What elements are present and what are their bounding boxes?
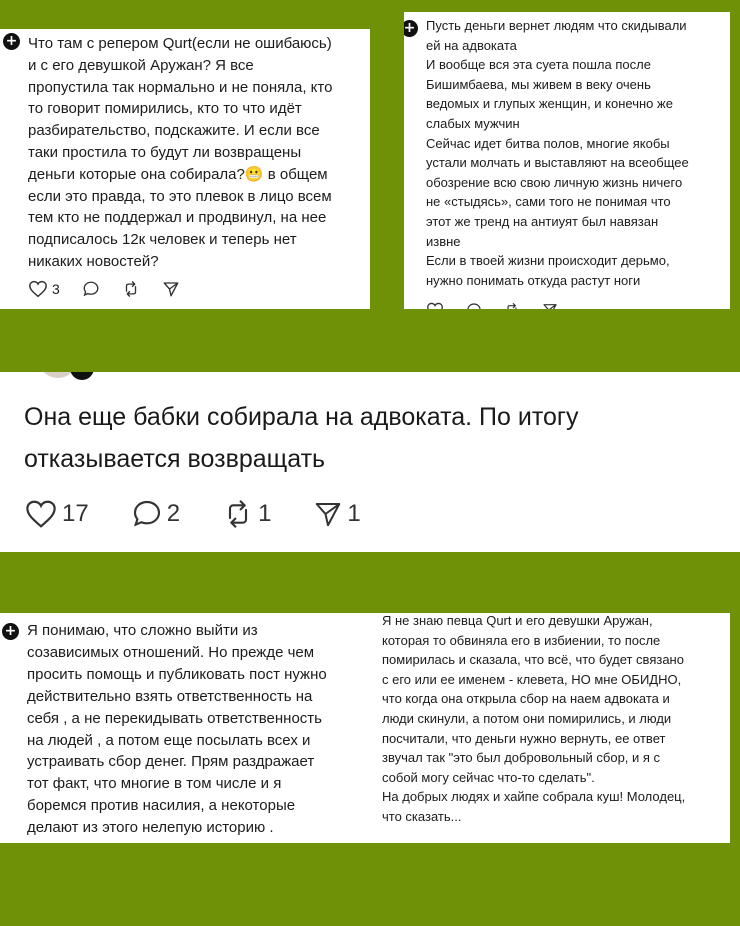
repost-icon (222, 498, 254, 530)
like-count: 17 (62, 500, 89, 527)
heart-icon (24, 499, 58, 529)
plus-icon[interactable] (70, 372, 94, 380)
like-button[interactable] (24, 499, 89, 529)
repost-icon (122, 280, 140, 298)
comment-card-2 (404, 12, 730, 309)
repost-button[interactable] (122, 280, 140, 298)
plus-icon[interactable]: + (3, 33, 20, 50)
heart-icon (426, 302, 444, 309)
comment-text: Я не знаю певца Qurt и его девушки Аружан, которая то обвиняла его в избиении, то после помирилась и сказала, что всё, что будет связано с его или ее именем - клевета, НО мне ОБИДНО, что когда она открыла сбор на наем адвоката и люди скинули, а потом они помирились, и люди посчитали, что деньги нужно вернуть, ее ответ звучал так "это был добровольный сбор, и я с собой могу сейчас что-то сделать". На добрых людях и хайпе собрала куш! Молодец, что сказать... (382, 613, 686, 824)
heart-icon (28, 280, 48, 298)
reply-button[interactable] (466, 302, 482, 309)
comment-card-3 (0, 613, 372, 843)
comment-text: Что там с репером Qurt(если не ошибаюсь) и с его девушкой Аружан? Я все пропустила так нормально и не поняла, кто то говорит помирились, кто то что идёт разбирательство, подскажите. И если все таки простила то будут ли возвращены деньги которые она собирала?😬 в общем если это правда, то это плевок в лицо всем тем кто не поддержал и продвинул, на нее подписалось 12к человек и теперь нет никаких новостей? (28, 35, 333, 270)
share-button[interactable] (313, 499, 360, 529)
paper-plane-icon (313, 499, 343, 529)
reply-count: 2 (166, 500, 181, 527)
comment-card-4 (372, 613, 730, 843)
main-post (0, 372, 740, 552)
speech-bubble-icon (466, 302, 482, 309)
paper-plane-icon (162, 280, 180, 298)
paper-plane-icon (542, 302, 558, 309)
post-actions (24, 498, 383, 530)
comment-text: Я понимаю, что сложно выйти из созависимых отношений. Но прежде чем просить помощь и публиковать пост нужно действительно взять ответственность на себя , а не перекидывать ответственность на людей , а потом еще посылать всех и устраивать сбор денег. Прям раздражает тот факт, что многие в том числе и я боремся против насилия, а некоторые делают из этого нелепую историю . (27, 622, 327, 837)
plus-icon[interactable]: + (2, 623, 19, 640)
avatar[interactable] (38, 372, 96, 382)
like-button[interactable] (28, 280, 60, 298)
comment-card-1 (0, 29, 370, 309)
repost-button[interactable] (222, 498, 271, 530)
comment-actions (426, 302, 580, 309)
comment-text: Пусть деньги вернет людям что скидывали ей на адвоката И вообще вся эта суета пошла после Бишимбаева, мы живем в веку очень ведомых и глупых женщин, и конечно же слабых мужчин Сейчас идет битва полов, многие якобы устали молчать и выставляют на всеобщее обозрение всю свою личную жизнь ничего не «стыдясь», сами того не понимая что этот же тренд на антиуят был навязан извне Если в твоей жизни происходит дерьмо, нужно понимать откуда растут ноги (426, 18, 689, 288)
speech-bubble-icon (82, 280, 100, 298)
speech-bubble-icon (131, 498, 163, 530)
share-count: 1 (347, 500, 361, 527)
reply-button[interactable] (82, 280, 100, 298)
share-button[interactable] (162, 280, 180, 298)
repost-count: 1 (258, 500, 272, 527)
post-text: Она еще бабки собирала на адвоката. По итогу отказывается возвращать (24, 403, 579, 473)
share-button[interactable] (542, 302, 558, 309)
reply-button[interactable] (131, 498, 180, 530)
like-button[interactable] (426, 302, 444, 309)
plus-icon[interactable]: + (404, 20, 418, 37)
comment-actions (28, 280, 202, 298)
repost-icon (504, 302, 520, 309)
repost-button[interactable] (504, 302, 520, 309)
like-count: 3 (52, 281, 60, 297)
